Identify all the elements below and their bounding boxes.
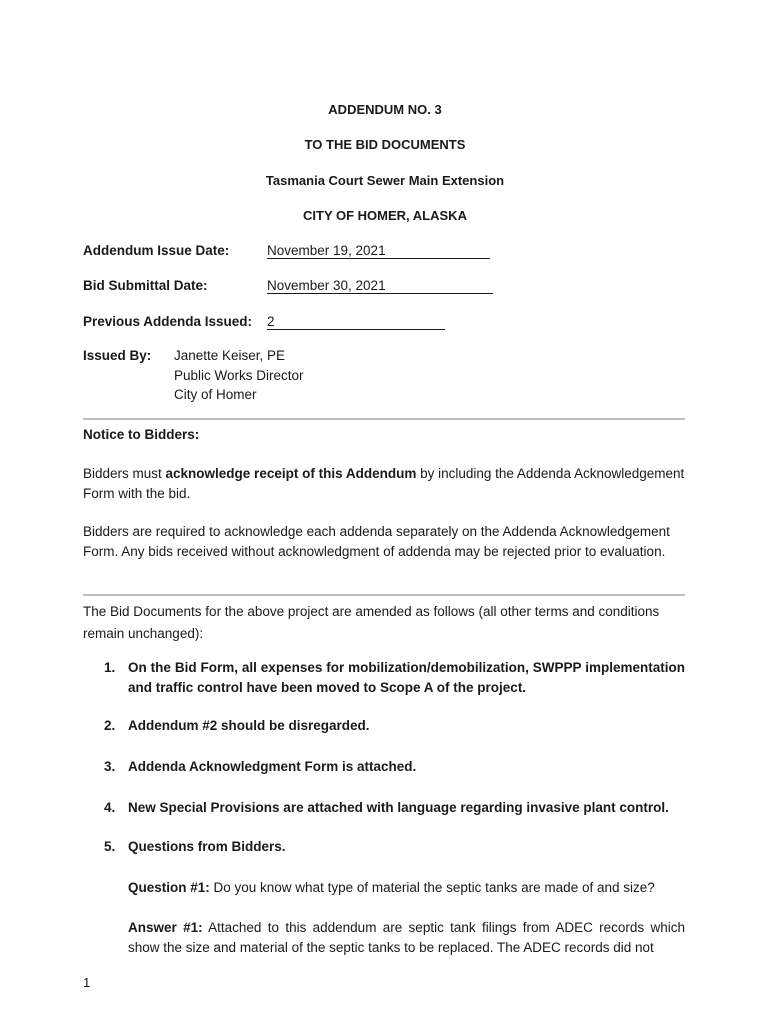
item-number: 2. [104, 718, 116, 733]
city-name: CITY OF HOMER, ALASKA [303, 208, 467, 223]
project-name: Tasmania Court Sewer Main Extension [265, 173, 505, 188]
notice-heading: Notice to Bidders: [83, 427, 200, 442]
notice-p1-start: Bidders must [83, 466, 166, 481]
page-number: 1 [83, 975, 91, 990]
divider [83, 418, 685, 420]
item-text: On the Bid Form, all expenses for mobilization/demobilization, SWPPP implementation and traffic control have been moved to Scope A of the project. [128, 660, 685, 695]
issue-date-value: November 19, 2021 [267, 243, 490, 259]
bid-date-value: November 30, 2021 [267, 278, 493, 294]
answer-text: Attached to this addendum are septic tank filings from ADEC records which show the size and material of the septic tanks to be replaced. The ADEC records did not [128, 920, 685, 955]
notice-paragraph-1 [83, 464, 685, 503]
item-number: 5. [104, 839, 116, 854]
amendment-item-5 [104, 837, 685, 857]
question-1 [128, 878, 685, 898]
notice-p1-end: by including the Addenda Acknowledgement Form with the bid. [83, 466, 685, 501]
issuer-title: Public Works Director [174, 367, 304, 383]
divider [83, 594, 685, 596]
issued-by-label: Issued By: [83, 348, 152, 363]
bid-date-label: Bid Submittal Date: [83, 278, 208, 293]
amendment-item-4 [104, 798, 685, 818]
previous-addenda-label: Previous Addenda Issued: [83, 314, 253, 329]
item-number: 3. [104, 759, 116, 774]
answer-label: Answer #1: [128, 920, 203, 935]
question-text: Do you know what type of material the septic tanks are made of and size? [209, 880, 655, 895]
amendment-intro: The Bid Documents for the above project are amended as follows (all other terms and conditions remain unchanged): [83, 604, 660, 641]
item-text: Addendum #2 should be disregarded. [128, 718, 370, 733]
item-number: 1. [104, 660, 116, 675]
item-text: New Special Provisions are attached with language regarding invasive plant control. [128, 800, 669, 815]
issued-by-block [174, 346, 304, 405]
item-text: Addenda Acknowledgment Form is attached. [128, 759, 417, 774]
item-number: 4. [104, 800, 116, 815]
amendment-item-1 [104, 658, 685, 697]
question-label: Question #1: [128, 880, 210, 895]
amendment-item-3 [104, 757, 685, 777]
notice-paragraph-2: Bidders are required to acknowledge each addenda separately on the Addenda Acknowledgement Form. Any bids received without acknowledgment of addenda may be rejected prior to evaluation. [83, 524, 670, 559]
amendment-item-2 [104, 716, 685, 736]
previous-addenda-value: 2 [267, 314, 445, 330]
notice-p1-emphasis: acknowledge receipt of this Addendum [165, 466, 417, 481]
issuer-name: Janette Keiser, PE [174, 348, 286, 363]
item-text: Questions from Bidders. [128, 839, 286, 854]
answer-1 [128, 918, 685, 957]
addendum-title: ADDENDUM NO. 3 [328, 102, 442, 117]
document-subtitle: TO THE BID DOCUMENTS [304, 137, 466, 152]
issue-date-label: Addendum Issue Date: [83, 243, 230, 258]
issuer-org: City of Homer [174, 387, 257, 402]
